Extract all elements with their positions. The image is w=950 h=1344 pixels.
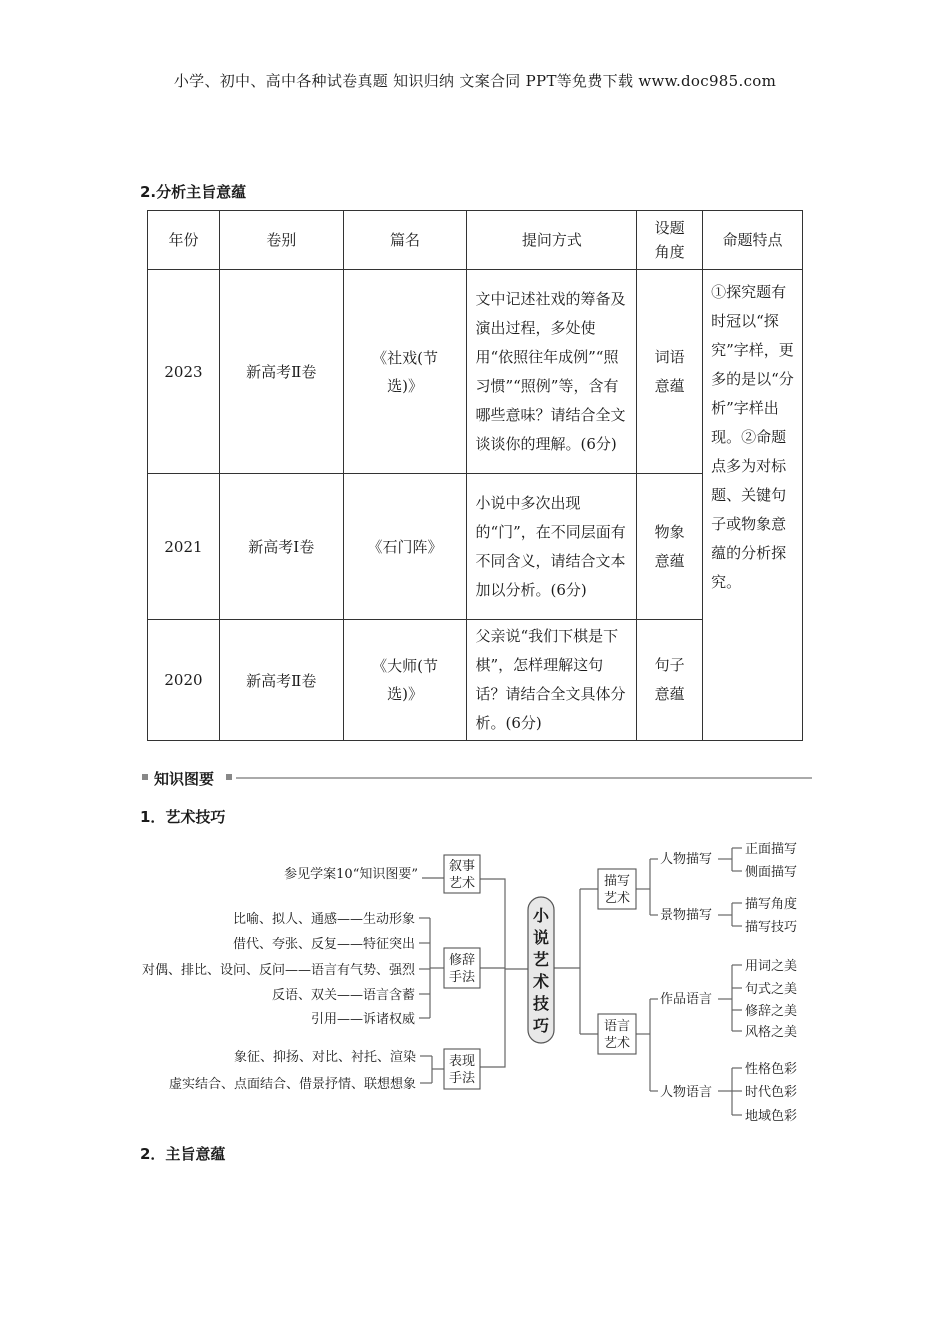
rhetoric-item: 比喻、拟人、通感——生动形象: [232, 912, 415, 927]
table-header: 篇名: [343, 211, 467, 270]
node-expression: [444, 1049, 480, 1089]
section-title-analysis: 2.分析主旨意蕴: [140, 183, 247, 201]
language-item: 性格色彩: [745, 1062, 798, 1077]
language-group-label: 作品语言: [660, 992, 713, 1007]
description-group-label: 人物描写: [660, 852, 713, 867]
description-group-label: 景物描写: [660, 908, 713, 923]
table-header: 命题特点: [703, 211, 803, 270]
exam-table: [147, 210, 803, 741]
description-item: 描写技巧: [745, 920, 798, 935]
node-rhetoric: [444, 948, 480, 988]
cell-angle: 句子意蕴: [637, 620, 703, 741]
node-description: [598, 869, 636, 909]
table-header: 年份: [148, 211, 220, 270]
divider-square: [142, 774, 148, 780]
svg-text:修辞: 修辞: [448, 953, 476, 968]
divider-square: [226, 774, 232, 780]
svg-text:表现: 表现: [448, 1054, 476, 1069]
node-language: [598, 1014, 636, 1054]
node-narrative: [444, 855, 480, 893]
svg-text:手法: 手法: [448, 970, 476, 985]
rhetoric-item: 对偶、排比、设问、反问——语言有气势、强烈: [141, 963, 415, 978]
cell-question: 文中记述社戏的筹备及演出过程，多处使用“依照往年成例”“照习惯”“照例”等，含有哪些意味？请结合全文谈谈你的理解。(6分): [467, 270, 637, 474]
cell-angle: 物象意蕴: [637, 474, 703, 620]
language-item: 风格之美: [745, 1025, 798, 1040]
expression-item: 虚实结合、点面结合、借景抒情、联想想象: [168, 1077, 416, 1092]
svg-text:手法: 手法: [448, 1071, 476, 1086]
svg-text:叙事: 叙事: [448, 859, 476, 874]
cell-paper: 新高考Ⅱ卷: [219, 620, 343, 741]
cell-question: 父亲说“我们下棋是下棋”，怎样理解这句话？请结合全文具体分析。(6分): [467, 620, 637, 741]
mindmap-center-node: [528, 897, 554, 1043]
page-header: 小学、初中、高中各种试卷真题 知识归纳 文案合同 PPT等免费下载 www.doc985.com: [173, 72, 777, 90]
rhetoric-item: 借代、夸张、反复——特征突出: [232, 937, 415, 952]
language-group-label: 人物语言: [660, 1085, 713, 1100]
narrative-item: 参见学案10“知识图要”: [284, 867, 418, 882]
cell-title: 《石门阵》: [343, 474, 467, 620]
knowledge-label: 知识图要: [154, 770, 215, 788]
language-item: 用词之美: [745, 959, 798, 974]
cell-paper: 新高考Ⅰ卷: [219, 474, 343, 620]
cell-paper: 新高考Ⅱ卷: [219, 270, 343, 474]
cell-year: 2020: [148, 620, 220, 741]
table-header: 提问方式: [467, 211, 637, 270]
language-item: 时代色彩: [745, 1085, 798, 1100]
table-header: 设题角度: [637, 211, 703, 270]
cell-year: 2021: [148, 474, 220, 620]
cell-angle: 词语意蕴: [637, 270, 703, 474]
table-header: 卷别: [219, 211, 343, 270]
svg-text:艺术: 艺术: [603, 1036, 631, 1051]
mindmap: [0, 835, 950, 1135]
knowledge-divider: [142, 768, 812, 788]
svg-text:描写: 描写: [603, 874, 631, 889]
description-item: 描写角度: [745, 897, 798, 912]
language-item: 地域色彩: [745, 1109, 798, 1124]
expression-item: 象征、抑扬、对比、衬托、渲染: [233, 1050, 416, 1065]
cell-year: 2023: [148, 270, 220, 474]
subsection-theme: 2．主旨意蕴: [140, 1145, 226, 1163]
divider-line: [236, 777, 812, 779]
cell-feature: ①探究题有时冠以“探究”字样，更多的是以“分析”字样出现。②命题点多为对标题、关键句子或物象意蕴的分析探究。: [703, 270, 803, 741]
cell-question: 小说中多次出现的“门”，在不同层面有不同含义，请结合文本加以分析。(6分): [467, 474, 637, 620]
table-header-row: [148, 211, 803, 270]
rhetoric-item: 引用——诉诸权威: [310, 1012, 415, 1027]
language-item: 修辞之美: [745, 1004, 798, 1019]
svg-text:艺术: 艺术: [448, 876, 476, 891]
cell-title: 《社戏(节选)》: [343, 270, 467, 474]
svg-text:艺术: 艺术: [603, 891, 631, 906]
svg-text:语言: 语言: [603, 1019, 631, 1034]
cell-title: 《大师(节选)》: [343, 620, 467, 741]
description-item: 正面描写: [745, 842, 798, 857]
svg-text:小说艺术技巧: 小说艺术技巧: [532, 906, 550, 1035]
table-row: [148, 270, 803, 474]
rhetoric-item: 反语、双关——语言含蓄: [271, 988, 415, 1003]
description-item: 侧面描写: [745, 865, 798, 880]
language-item: 句式之美: [745, 982, 798, 997]
subsection-art-skills: 1．艺术技巧: [140, 808, 226, 826]
